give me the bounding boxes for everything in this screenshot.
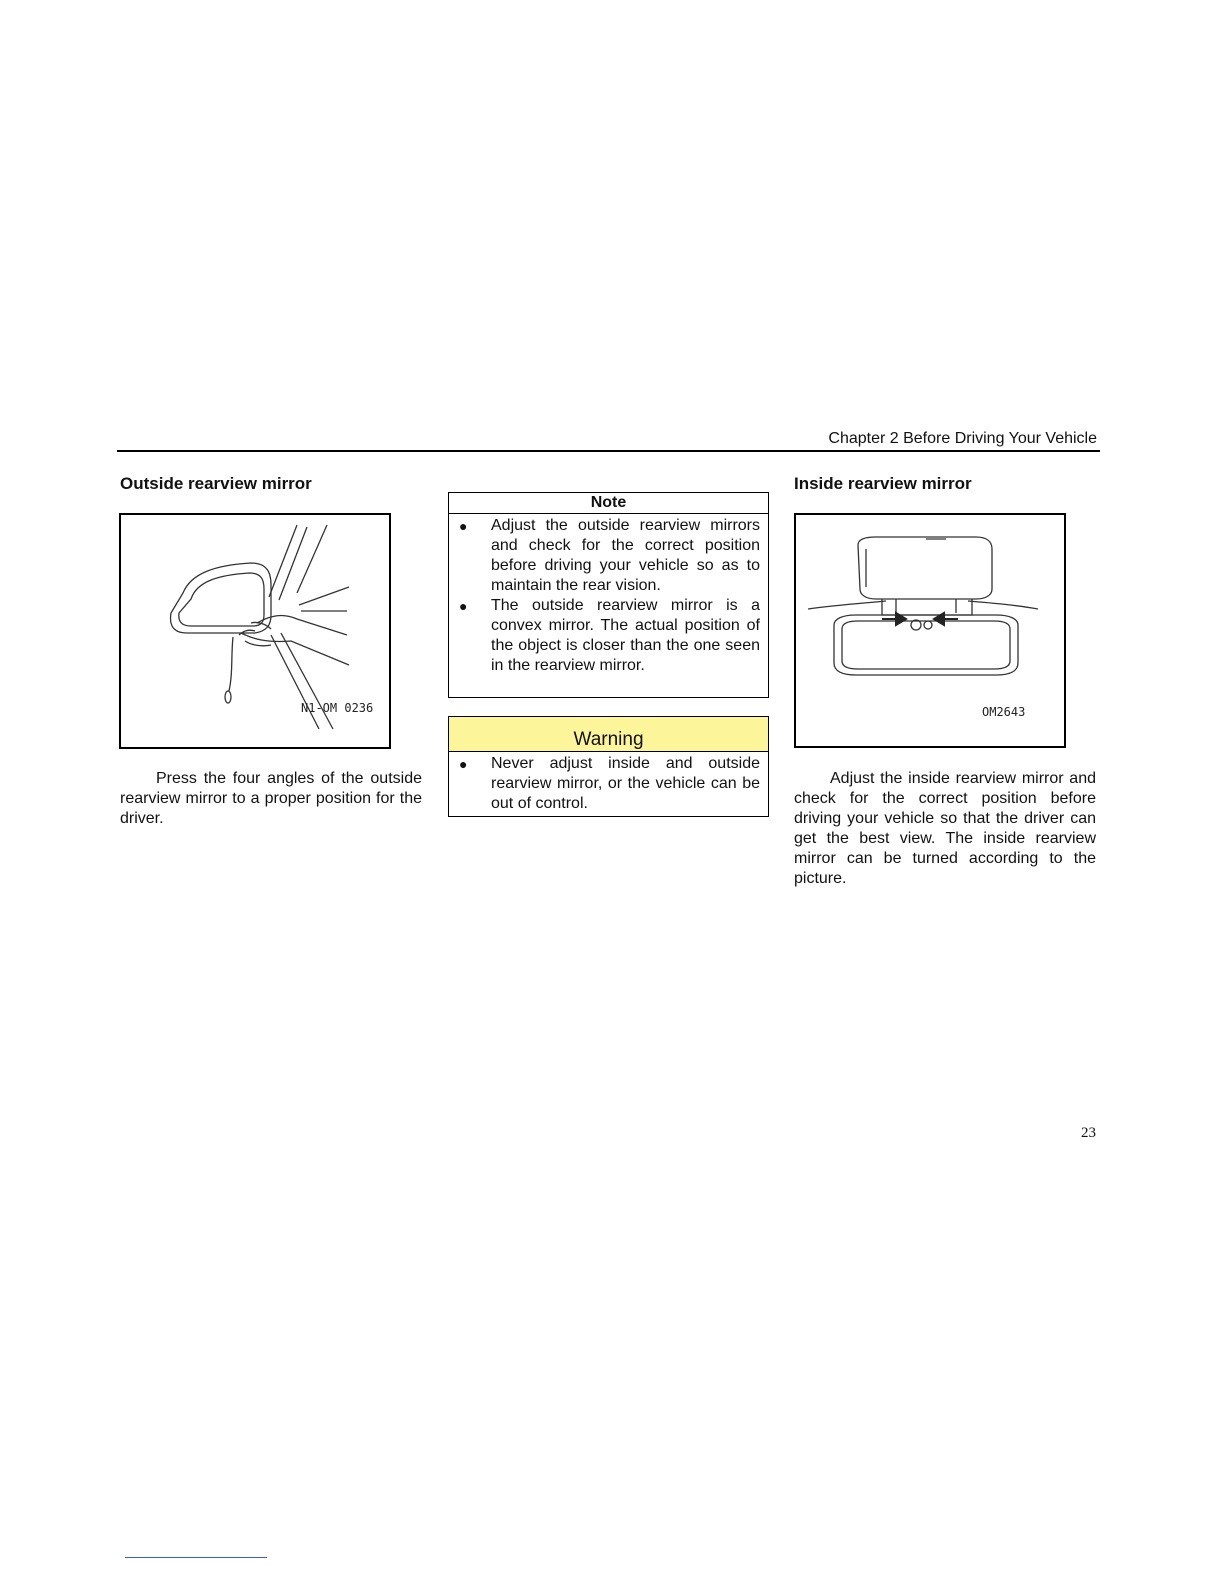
warning-item [449, 754, 760, 814]
note-list [449, 514, 768, 676]
outside-mirror-paragraph [120, 769, 422, 829]
warning-box [448, 716, 769, 817]
footer-line [125, 1557, 267, 1558]
bullet-icon: ● [459, 598, 468, 614]
outside-mirror-text: Press the four angles of the outside rearview mirror to a proper position for the driver. [120, 770, 422, 827]
warning-title: Warning [449, 717, 768, 752]
page-number: 23 [1081, 1125, 1096, 1141]
inside-mirror-figure-code: OM2643 [982, 705, 1026, 719]
chapter-header: Chapter 2 Before Driving Your Vehicle [828, 430, 1097, 447]
inside-mirror-paragraph [794, 769, 1096, 889]
inside-mirror-figure [794, 513, 1066, 748]
bullet-icon: ● [459, 756, 468, 772]
inside-mirror-text: Adjust the inside rearview mirror and check for the correct position before driving your vehicle so that the driver can get the best view. The inside rearview mirror can be turned according to the picture. [794, 770, 1096, 887]
note-item [449, 516, 760, 596]
note-item [449, 596, 760, 676]
warning-list [449, 752, 768, 814]
bullet-icon: ● [459, 518, 468, 534]
inside-mirror-title: Inside rearview mirror [794, 474, 972, 493]
outside-mirror-figure [119, 513, 391, 749]
outside-mirror-title: Outside rearview mirror [120, 474, 312, 493]
warning-item-text: Never adjust inside and outside rearview mirror, or the vehicle can be out of control. [491, 755, 760, 812]
note-item-text: The outside rearview mirror is a convex mirror. The actual position of the object is closer than the one seen in the rearview mirror. [491, 597, 760, 674]
note-box [448, 492, 769, 698]
header-divider [117, 450, 1100, 452]
note-item-text: Adjust the outside rearview mirrors and check for the correct position before driving your vehicle so as to maintain the rear vision. [491, 517, 760, 594]
outside-mirror-figure-code: N1-OM 0236 [301, 701, 374, 715]
note-title: Note [449, 493, 768, 514]
